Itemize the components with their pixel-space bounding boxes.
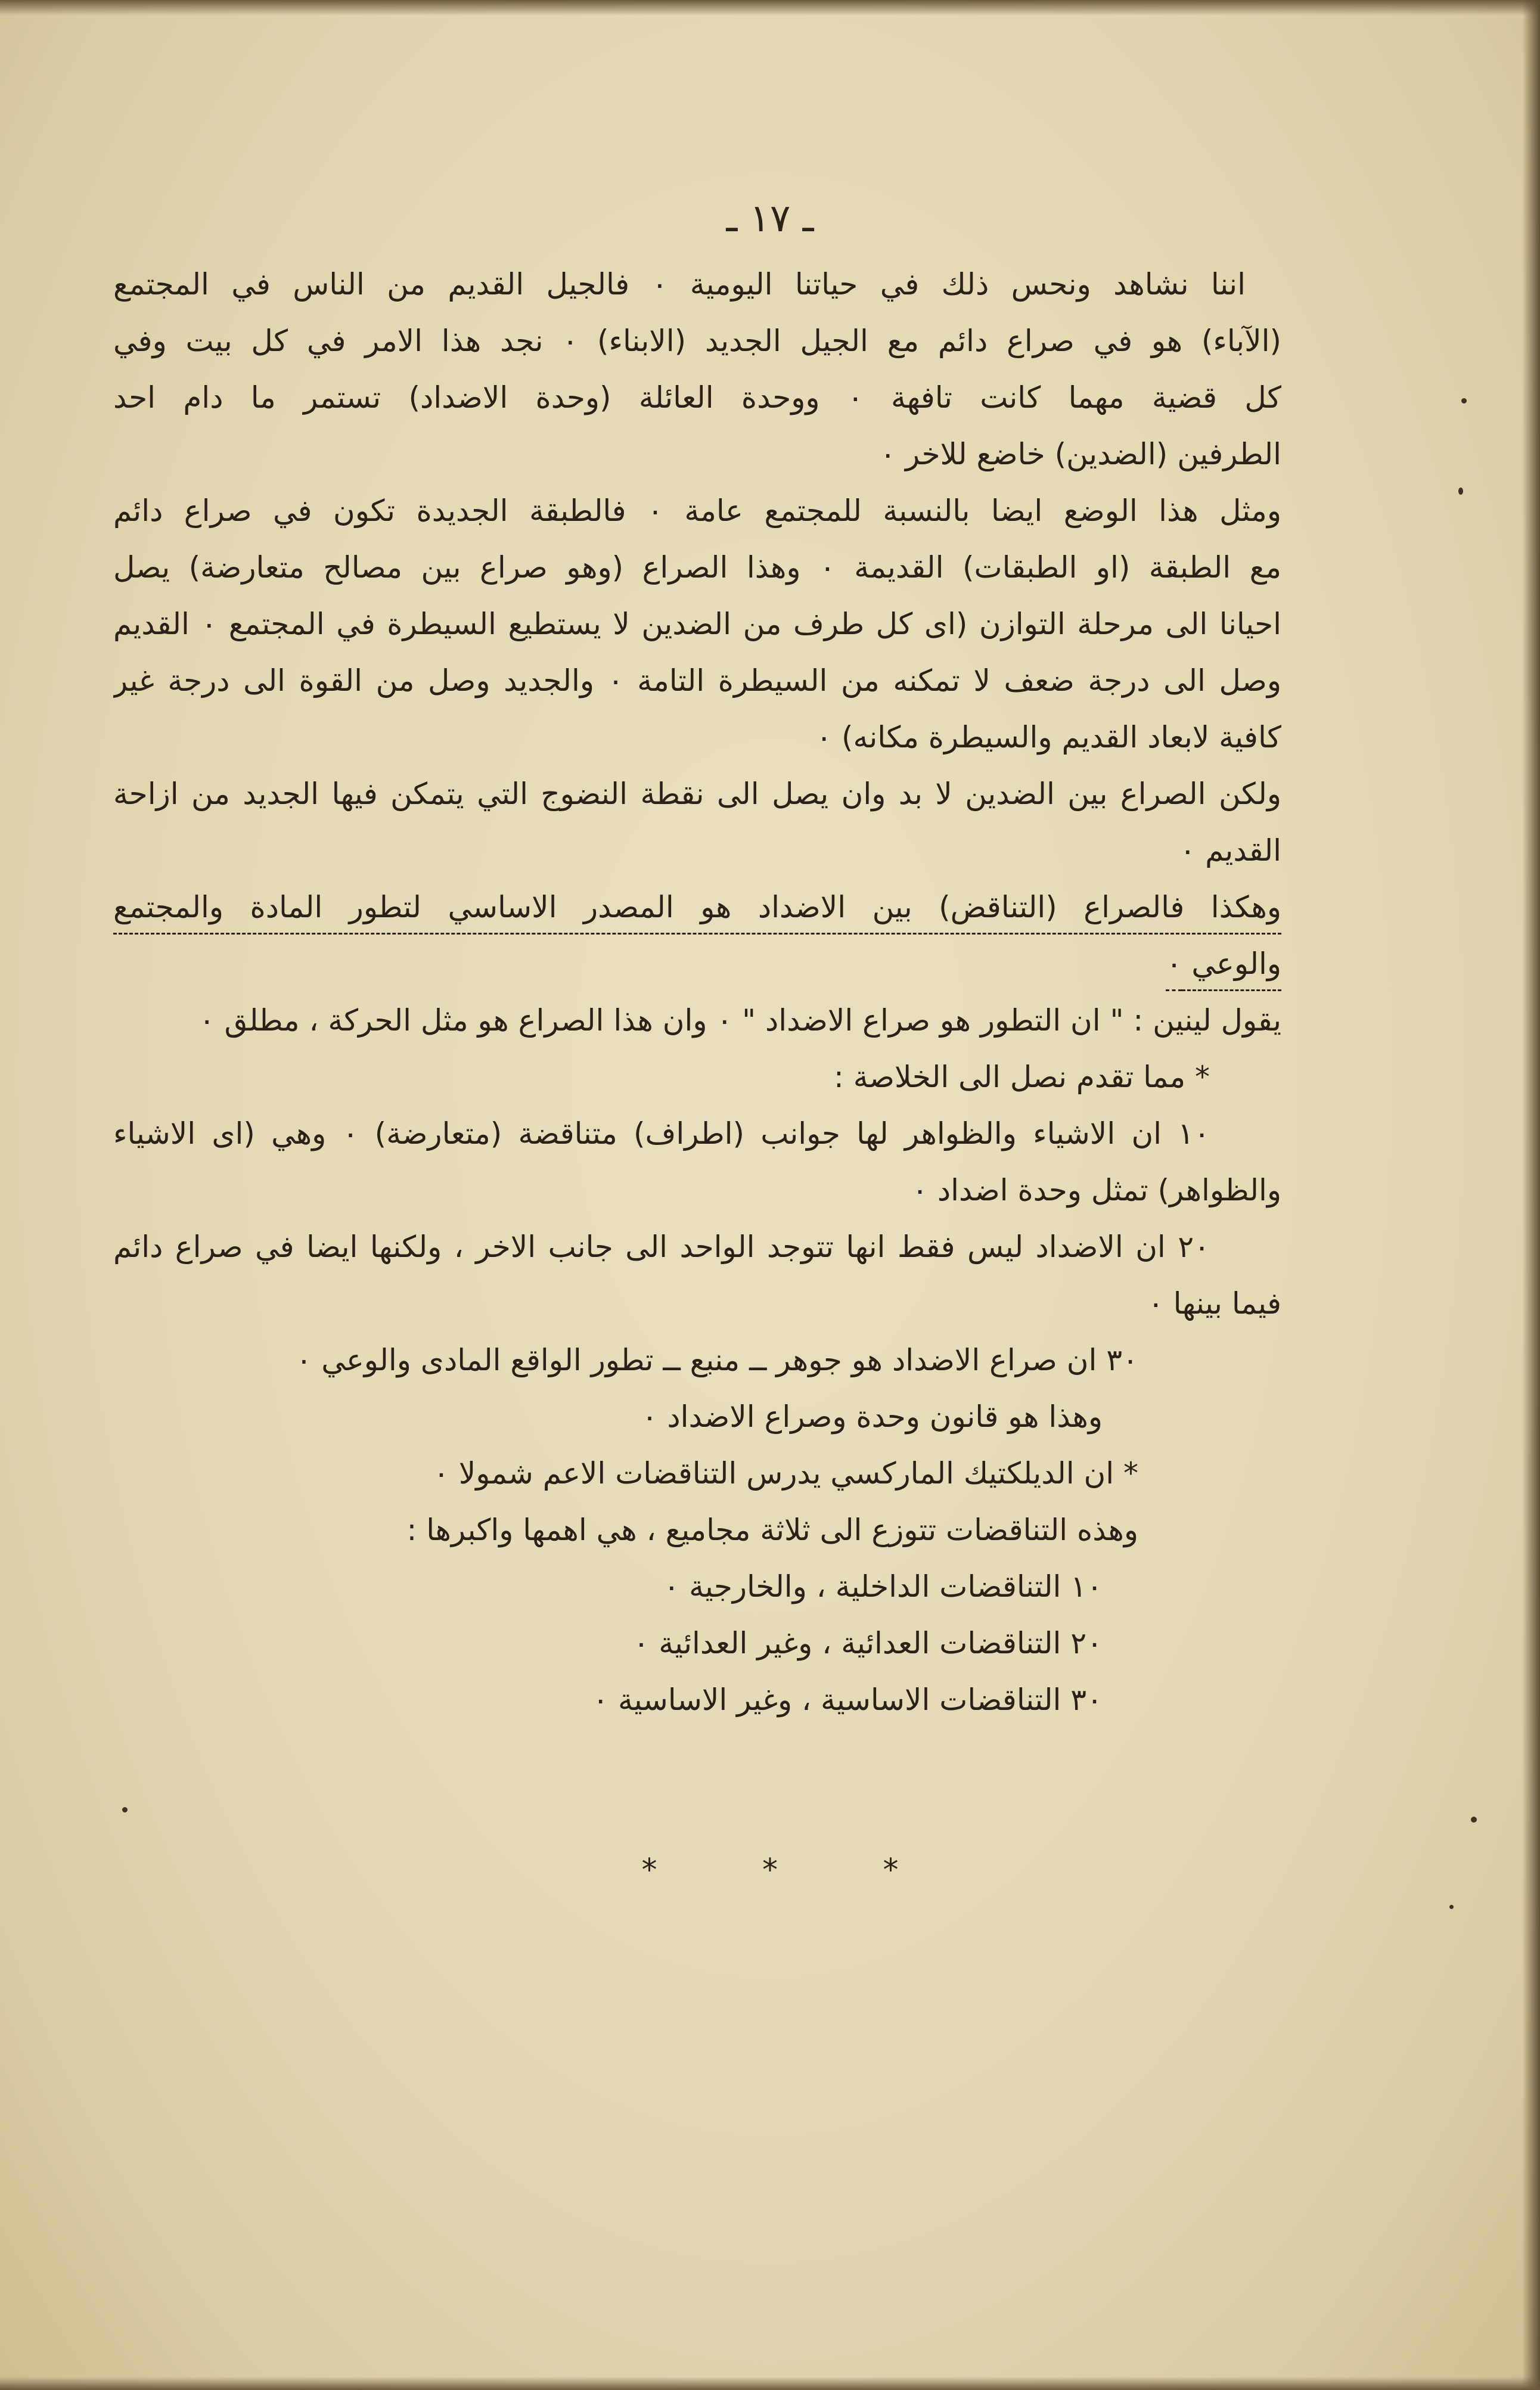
- text-line: فيما بينها ٠: [1147, 1286, 1281, 1321]
- text-line: يقول لينين : " ان التطور هو صراع الاضداد " ٠ وان هذا الصراع هو مثل الحركة ، مطلق ٠: [198, 1003, 1281, 1038]
- list-item: ٢٠ ان الاضداد ليس فقط انها تتوجد الواحد الى جانب الاخر ، ولكنها ايضا في صراع دائم: [113, 1230, 1210, 1264]
- text-line-underlined: والوعي ٠: [1166, 946, 1281, 981]
- ink-speck: [122, 1807, 128, 1812]
- page-edge-right: [1522, 0, 1540, 2390]
- text-line: احيانا الى مرحلة التوازن (اى كل طرف من الضدين لا يستطيع السيطرة في المجتمع ٠ القديم: [113, 607, 1281, 641]
- ink-speck: [1458, 488, 1463, 495]
- text-line: مع الطبقة (او الطبقات) القديمة ٠ وهذا الصراع (وهو صراع بين مصالح متعارضة) يصل: [113, 550, 1281, 585]
- text-line: ومثل هذا الوضع ايضا بالنسبة للمجتمع عامة ٠ فالطبقة الجديدة تكون في صراع دائم: [113, 493, 1281, 528]
- text-line: وصل الى درجة ضعف لا تمكنه من السيطرة التامة ٠ والجديد وصل من القوة الى درجة غير: [113, 663, 1281, 698]
- page-edge-bottom: [0, 2377, 1540, 2390]
- conclusion-heading: * مما تقدم نصل الى الخلاصة :: [834, 1060, 1210, 1094]
- text-line: والظواهر) تمثل وحدة اضداد ٠: [912, 1173, 1281, 1208]
- list-item: ٣٠ التناقضات الاساسية ، وغير الاساسية ٠: [592, 1683, 1103, 1717]
- text-line-underlined: وهكذا فالصراع (التناقض) بين الاضداد هو المصدر الاساسي لتطور المادة والمجتمع: [113, 890, 1281, 924]
- ink-speck: [1461, 398, 1467, 403]
- list-item: ١٠ ان الاشياء والظواهر لها جوانب (اطراف) متناقضة (متعارضة) ٠ وهي (اى الاشياء: [113, 1116, 1210, 1151]
- text-line: القديم ٠: [1179, 833, 1281, 868]
- text-line: الطرفين (الضدين) خاضع للاخر ٠: [880, 437, 1281, 471]
- text-line: ولكن الصراع بين الضدين لا بد وان يصل الى نقطة النضوج التي يتمكن فيها الجديد من ازاحة: [113, 777, 1281, 811]
- text-line: * ان الديلكتيك الماركسي يدرس التناقضات الاعم شمولا ٠: [433, 1456, 1138, 1491]
- closing-asterisks: * * *: [641, 1852, 899, 1888]
- text-line: (الآباء) هو في صراع دائم مع الجيل الجديد (الابناء) ٠ نجد هذا الامر في كل بيت وفي: [113, 324, 1281, 358]
- text-line: اننا نشاهد ونحس ذلك في حياتنا اليومية ٠ فالجيل القديم من الناس في المجتمع: [113, 267, 1246, 302]
- text-line: وهذه التناقضات تتوزع الى ثلاثة مجاميع ، هي اهمها واكبرها :: [406, 1513, 1138, 1547]
- body-text: [113, 256, 1281, 1728]
- text-line: كل قضية مهما كانت تافهة ٠ ووحدة العائلة (وحدة الاضداد) تستمر ما دام احد: [113, 380, 1281, 415]
- text-line: كافية لابعاد القديم والسيطرة مكانه) ٠: [816, 720, 1281, 755]
- ink-speck: [1449, 1905, 1454, 1909]
- list-item: ١٠ التناقضات الداخلية ، والخارجية ٠: [663, 1569, 1103, 1604]
- list-item: ٢٠ التناقضات العدائية ، وغير العدائية ٠: [633, 1626, 1103, 1660]
- page-number: ـ ١٧ ـ: [726, 197, 814, 241]
- page-edge-top: [0, 0, 1540, 15]
- list-item: ٣٠ ان صراع الاضداد هو جوهر ــ منبع ــ تطور الواقع المادى والوعي ٠: [296, 1343, 1138, 1377]
- text-line: وهذا هو قانون وحدة وصراع الاضداد ٠: [641, 1399, 1103, 1434]
- ink-speck: [1471, 1817, 1477, 1823]
